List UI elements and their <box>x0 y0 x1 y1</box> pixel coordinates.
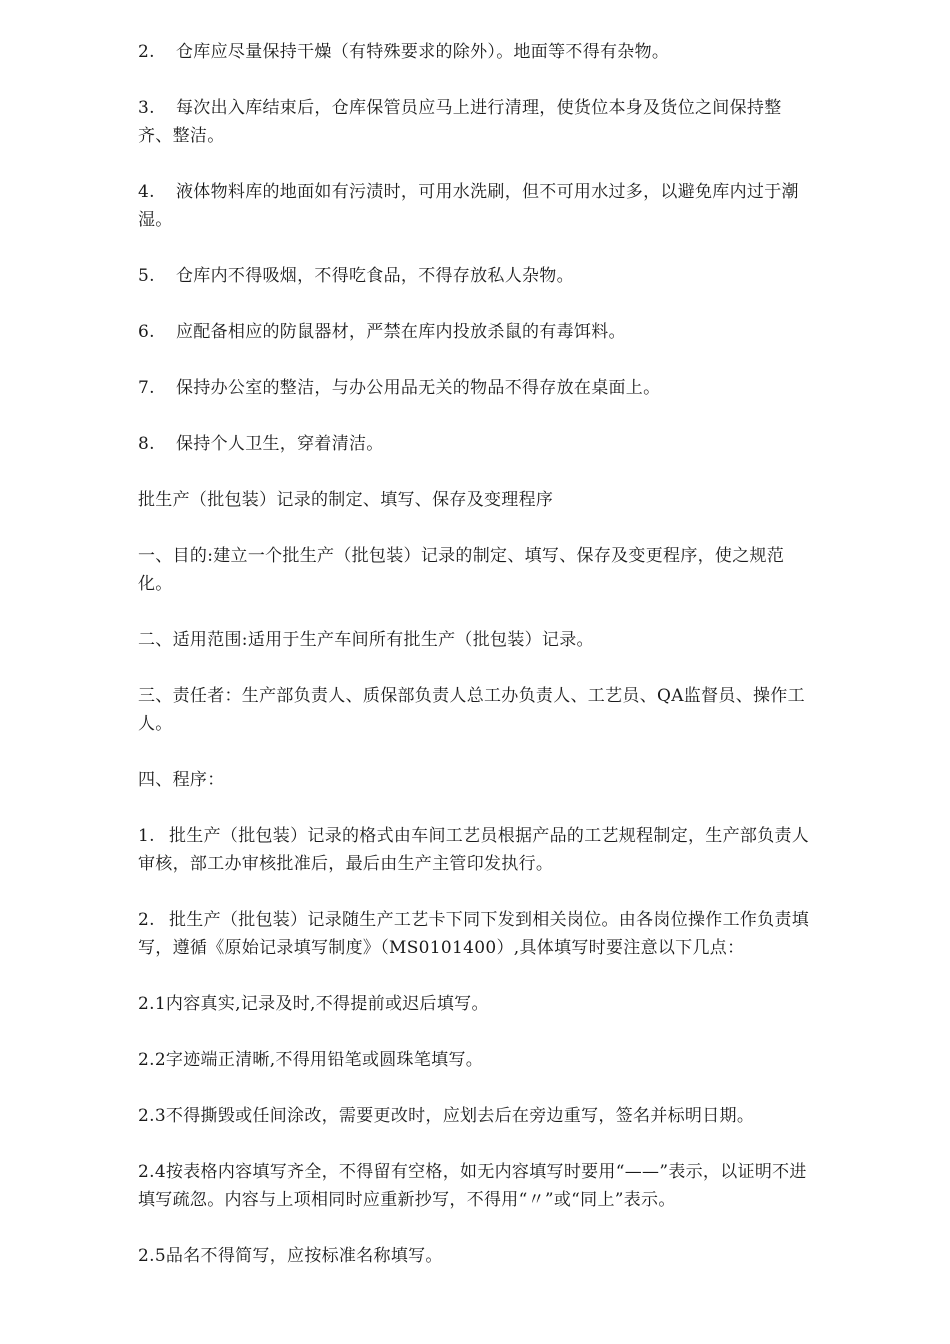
paragraph-procedure-2-5 <box>138 1242 814 1270</box>
paragraph-text: 应配备相应的防鼠器材，严禁在库内投放杀鼠的有毒饵料。 <box>176 322 626 342</box>
paragraph-procedure-1 <box>138 822 814 878</box>
item-number: 1. <box>138 826 155 846</box>
paragraph-warehouse-dry <box>138 38 814 66</box>
paragraph-text: 每次出入库结束后，仓库保管员应马上进行清理，使货位本身及货位之间保持整齐、整洁。 <box>138 98 782 146</box>
paragraph-scope <box>138 626 814 654</box>
paragraph-text: 仓库内不得吸烟，不得吃食品，不得存放私人杂物。 <box>176 266 574 286</box>
paragraph-text: 2.3不得撕毁或任间涂改，需要更改时，应划去后在旁边重写，签名并标明日期。 <box>138 1106 755 1126</box>
paragraph-procedure-2-2 <box>138 1046 814 1074</box>
paragraph-personal-hygiene <box>138 430 814 458</box>
item-number: 5. <box>138 266 155 286</box>
paragraph-liquid-storage <box>138 178 814 234</box>
paragraph-no-smoking <box>138 262 814 290</box>
item-number: 8. <box>138 434 155 454</box>
paragraph-procedure-heading <box>138 766 814 794</box>
paragraph-text: 一、目的:建立一个批生产（批包装）记录的制定、填写、保存及变更程序，使之规范化。 <box>138 546 785 594</box>
paragraph-rodent-control <box>138 318 814 346</box>
paragraph-text: 2.4按表格内容填写齐全，不得留有空格，如无内容填写时要用“——”表示，以证明不进填写疏忽。内容与上项相同时应重新抄写，不得用“〃”或“同上”表示。 <box>138 1162 807 1210</box>
paragraph-text: 四、程序： <box>138 770 225 790</box>
paragraph-text: 二、适用范围:适用于生产车间所有批生产（批包装）记录。 <box>138 630 594 650</box>
item-number: 6. <box>138 322 155 342</box>
paragraph-responsible <box>138 682 814 738</box>
paragraph-text: 液体物料库的地面如有污渍时，可用水洗刷，但不可用水过多，以避免库内过于潮湿。 <box>138 182 799 230</box>
paragraph-procedure-2-3 <box>138 1102 814 1130</box>
paragraph-text: 批生产（批包装）记录的格式由车间工艺员根据产品的工艺规程制定，生产部负责人审核，部工办审核批准后，最后由生产主管印发执行。 <box>138 826 810 874</box>
item-number: 2. <box>138 42 155 62</box>
paragraph-text: 2.5品名不得简写，应按标准名称填写。 <box>138 1246 443 1266</box>
item-number: 3. <box>138 98 155 118</box>
paragraph-procedure-2-4 <box>138 1158 814 1214</box>
section-title <box>138 486 814 514</box>
paragraph-text: 批生产（批包装）记录随生产工艺卡下同下发到相关岗位。由各岗位操作工作负责填写，遵循《原始记录填写制度》（MS0101400）,具体填写时要注意以下几点： <box>138 910 810 958</box>
paragraph-text: 保持办公室的整洁，与办公用品无关的物品不得存放在桌面上。 <box>176 378 661 398</box>
item-number: 2. <box>138 910 155 930</box>
paragraph-office-tidy <box>138 374 814 402</box>
item-number: 4. <box>138 182 155 202</box>
paragraph-text: 2.2字迹端正清晰,不得用铅笔或圆珠笔填写。 <box>138 1050 484 1070</box>
paragraph-procedure-2-1 <box>138 990 814 1018</box>
document-page <box>138 38 814 1298</box>
item-number: 7. <box>138 378 155 398</box>
paragraph-text: 仓库应尽量保持干燥（有特殊要求的除外）。地面等不得有杂物。 <box>176 42 670 62</box>
paragraph-procedure-2 <box>138 906 814 962</box>
paragraph-warehouse-clean <box>138 94 814 150</box>
paragraph-purpose <box>138 542 814 598</box>
paragraph-text: 2.1内容真实,记录及时,不得提前或迟后填写。 <box>138 994 489 1014</box>
paragraph-text: 三、责任者：生产部负责人、质保部负责人总工办负责人、工艺员、QA监督员、操作工人。 <box>138 686 805 734</box>
paragraph-text: 保持个人卫生，穿着清洁。 <box>176 434 384 454</box>
section-title-text: 批生产（批包装）记录的制定、填写、保存及变理程序 <box>138 490 554 510</box>
